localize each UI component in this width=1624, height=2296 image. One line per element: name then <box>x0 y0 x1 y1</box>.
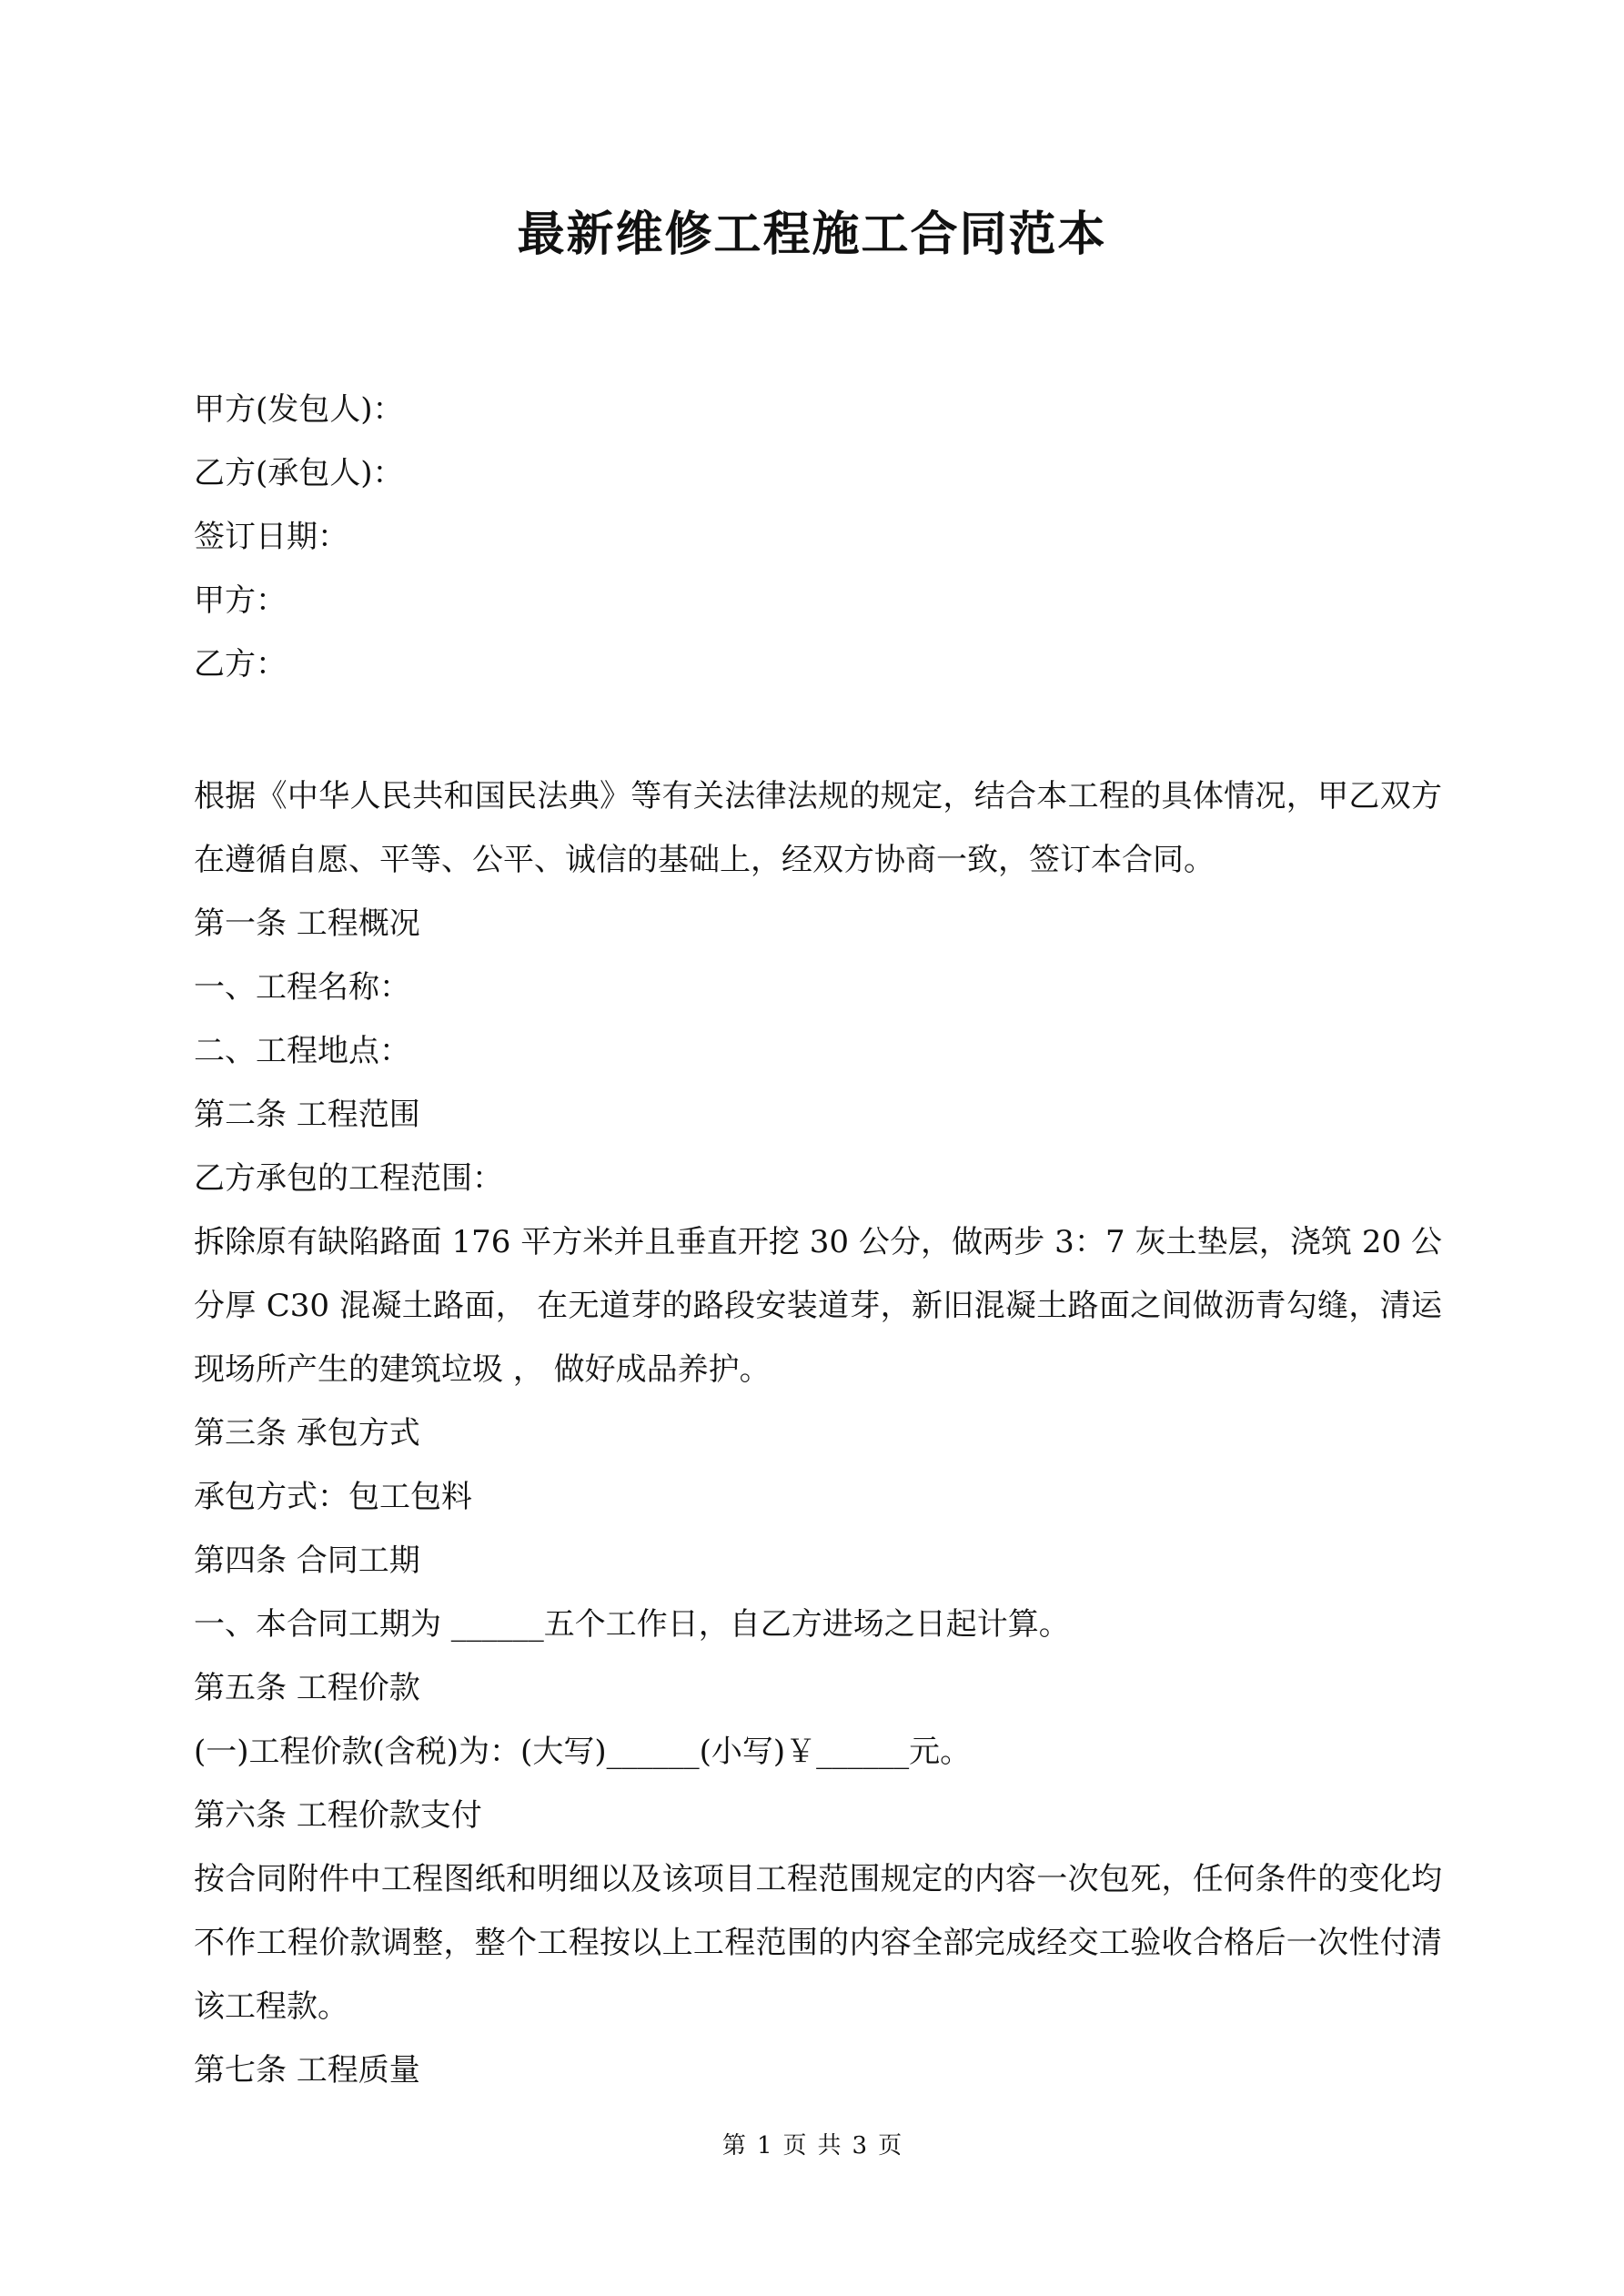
footer-page-unit: 页 <box>782 2132 807 2159</box>
contract-price-line: (一)工程价款(含税)为：(大写)______(小写)￥______元。 <box>194 1734 972 1770</box>
party-b-line: 乙方： <box>194 646 287 683</box>
payment-paragraph: 按合同附件中工程图纸和明细以及该项目工程范围规定的内容一次包死，任何条件的变化均不作工程价款调整，整个工程按以上工程范围的内容全部完成经交工验收合格后一次性付清该工程款。 <box>194 1861 1442 2025</box>
article-7-heading: 第七条 工程质量 <box>194 2052 420 2089</box>
party-b-contractor-line: 乙方(承包人)： <box>194 455 404 491</box>
footer-current-page: 1 <box>756 2132 772 2159</box>
page-footer <box>0 2129 1624 2162</box>
document-title: 最新维修工程施工合同范本 <box>517 207 1107 262</box>
article-4-heading: 第四条 合同工期 <box>194 1542 420 1579</box>
footer-total-label: 共 <box>817 2132 842 2159</box>
article-3-heading: 第三条 承包方式 <box>194 1415 420 1451</box>
article-5-heading: 第五条 工程价款 <box>194 1670 420 1706</box>
scope-intro-line: 乙方承包的工程范围： <box>194 1160 503 1197</box>
scope-detail-paragraph: 拆除原有缺陷路面 176 平方米并且垂直开挖 30 公分，做两步 3：7 灰土垫层，浇筑 20 公分厚 C30 混凝土路面， 在无道芽的路段安装道芽，新旧混凝土路面之间做沥青勾缝，清运现场所产生的建筑垃圾 ， 做好成品养护。 <box>194 1224 1442 1388</box>
party-a-client-line: 甲方(发包人)： <box>194 391 404 428</box>
footer-total-unit: 页 <box>878 2132 903 2159</box>
article-2-heading: 第二条 工程范围 <box>194 1097 420 1133</box>
contract-body <box>194 764 1442 2102</box>
contract-period-line: 一、本合同工期为 ______五个工作日，自乙方进场之日起计算。 <box>194 1606 1070 1643</box>
footer-total-pages: 3 <box>852 2132 868 2159</box>
project-location-line: 二、工程地点： <box>194 1033 410 1069</box>
contract-method-line: 承包方式：包工包料 <box>194 1479 472 1515</box>
project-name-line: 一、工程名称： <box>194 969 410 1006</box>
footer-page-label: 第 <box>721 2132 746 2159</box>
parties-block <box>194 378 1442 696</box>
article-1-heading: 第一条 工程概况 <box>194 905 420 942</box>
article-6-heading: 第六条 工程价款支付 <box>194 1797 482 1834</box>
signing-date-line: 签订日期： <box>194 519 348 555</box>
party-a-line: 甲方： <box>194 582 287 619</box>
preamble-paragraph: 根据《中华人民共和国民法典》等有关法律法规的规定，结合本工程的具体情况，甲乙双方在遵循自愿、平等、公平、诚信的基础上，经双方协商一致，签订本合同。 <box>194 778 1442 878</box>
